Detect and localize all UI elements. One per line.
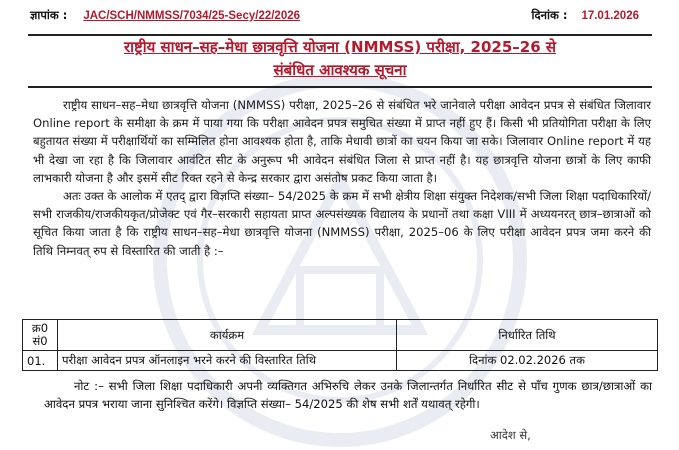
paragraph-1: राष्ट्रीय साधन–सह–मेधा छात्रवृत्ति योजना (NMMSS) परीक्षा, 2025–26 से संबंधित भरे जानेवाले परीक्षा आवेदन प्रपत्र से संबंधित जिलावार Online report के समीक्षा के क्रम में पाया गया कि परीक्षा आवेदन प्रपत्र समुचित संख्या में प्राप्त नहीं हुए हैं। किसी भी प्रतियोगिता परीक्षा के लिए बहुतायत संख्या में परीक्षार्थियों का सम्मिलित होना आवश्यक होता है, ताकि मेधावी छात्रों का चयन किया जा सके। जिलावार Online report में यह भी देखा जा रहा है कि जिलावार आवंटित सीट के अनुरूप भी आवेदन संबंधित जिला से प्राप्त नहीं है। यह छात्रवृत्ति योजना छात्रों के लिए काफी लाभकारी योजना है और इसमें सीट रिक्त रहने से केन्द्र सरकार द्वारा असंतोष प्रकट किया जाता है। [33, 98, 651, 185]
title-line-1: राष्ट्रीय साधन–सह–मेधा छात्रवृत्ति योजना (NMMSS) परीक्षा, 2025–26 से [123, 38, 557, 56]
date-label: दिनांक : [531, 8, 568, 22]
schedule-table [22, 319, 658, 371]
signature-line: आदेश से, [490, 428, 531, 442]
header-serial: क्र0 सं0 [23, 320, 58, 351]
reference-number-block [30, 8, 300, 23]
title-line-2: संबंधित आवश्यक सूचना [273, 61, 407, 79]
table-header-row [23, 320, 658, 351]
table-row [23, 351, 658, 371]
reference-line [30, 8, 639, 26]
ref-label: ज्ञापांक : [30, 8, 68, 22]
date-block [532, 8, 639, 23]
header-date: निर्धारित तिथि [397, 320, 658, 351]
date-value: 17.01.2026 [581, 10, 639, 22]
cell-program: परीक्षा आवेदन प्रपत्र ऑनलाइन भरने करने की विस्तारित तिथि [58, 351, 397, 371]
notice-title [28, 34, 652, 88]
cell-date: दिनांक 02.02.2026 तक [397, 351, 658, 371]
ref-number: JAC/SCH/NMMSS/7034/25-Secy/22/2026 [83, 10, 301, 22]
notice-body [33, 96, 651, 260]
paragraph-2: अतः उक्त के आलोक में एतद् द्वारा विज्ञप्ति संख्या– 54/2025 के क्रम में सभी क्षेत्रीय शिक्षा संयुक्त निदेशक/सभी जिला शिक्षा पदाधिकारियों/सभी राजकीय/राजकीयकृत/प्रोजेक्ट एवं गैर–सरकारी सहायता प्राप्त अल्पसंख्यक विद्यालय के प्रधानों तथा कक्षा VIII में अध्ययनरत् छात्र–छात्राओं को सूचित किया जाता है कि राष्ट्रीय साधन–सह–मेधा छात्रवृत्ति योजना (NMMSS) परीक्षा, 2025–06 के लिए परीक्षा आवेदन प्रपत्र जमा करने की तिथि निम्नवत् रुप से विस्तारित की जाती है :– [33, 189, 651, 258]
header-program: कार्यक्रम [58, 320, 397, 351]
note-text: नोट :– सभी जिला शिक्षा पदाधिकारी अपनी व्यक्तिगत अभिरुचि लेकर उनके जिलान्तर्गत निर्धारित सीट से पाँच गुणक छात्र/छात्राओं का आवेदन प्रपत्र भराया जाना सुनिश्चित करेंगे। विज्ञप्ति संख्या– 54/2025 की शेष सभी शर्तें यथावत् रहेगी। [44, 379, 652, 411]
cell-serial: 01. [23, 351, 58, 371]
note-section [44, 377, 652, 413]
